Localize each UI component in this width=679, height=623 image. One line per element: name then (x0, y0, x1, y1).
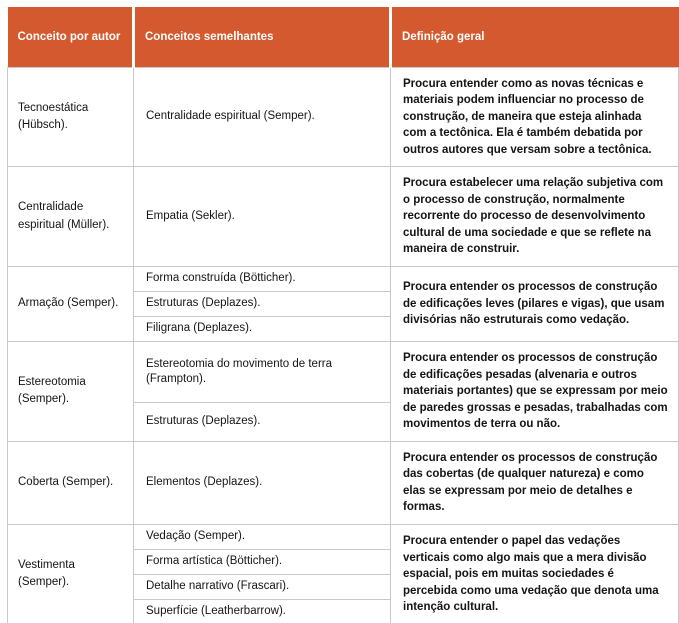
similar-concept-cell: Forma artística (Bötticher). (134, 549, 391, 574)
table-row (8, 266, 679, 291)
similar-concept-cell: Empatia (Sekler). (134, 167, 391, 267)
similar-concept-cell: Estereotomia do movimento de terra (Frampton). (134, 341, 391, 402)
definition-cell: Procura entender os processos de construção das cobertas (de qualquer natureza) e como elas se expressam por meio de detalhes e formas. (391, 441, 679, 524)
table-body (8, 67, 679, 623)
table-row (8, 441, 679, 524)
header-cell-similar-concepts: Conceitos semelhantes (134, 7, 391, 67)
definition-cell: Procura entender os processos de construção de edificações pesadas (alvenaria e outros materiais portantes) que se expressam por meio de paredes grossas e pesadas, trabalhadas com movimentos de terra ou não. (391, 341, 679, 441)
definition-cell: Procura entender o papel das vedações verticais como algo mais que a mera divisão espacial, pois em muitas sociedades é percebida como uma vedação que denota uma intenção cultural. (391, 524, 679, 623)
concept-cell: Armação (Semper). (8, 266, 134, 341)
header-cell-general-definition: Definição geral (391, 7, 679, 67)
similar-concept-cell: Filigrana (Deplazes). (134, 316, 391, 341)
similar-concept-cell: Superfície (Leatherbarrow). (134, 599, 391, 623)
concepts-table (7, 7, 679, 623)
table-row (8, 341, 679, 402)
concept-cell: Coberta (Semper). (8, 441, 134, 524)
concept-cell: Vestimenta (Semper). (8, 524, 134, 623)
table-header (8, 7, 679, 67)
header-cell-concept-author: Conceito por autor (8, 7, 134, 67)
definition-cell: Procura estabelecer uma relação subjetiva com o processo de construção, normalmente recorrente do processo de desenvolvimento cultural de uma sociedade e que se reflete na maneira de construir. (391, 167, 679, 267)
table-row (8, 67, 679, 167)
similar-concept-cell: Centralidade espiritual (Semper). (134, 67, 391, 167)
definition-cell: Procura entender como as novas técnicas e materiais podem influenciar no processo de construção, de maneira que esteja alinhada com a tectônica. Ela é também debatida por outros autores que versam sobre a tectônica. (391, 67, 679, 167)
similar-concept-cell: Elementos (Deplazes). (134, 441, 391, 524)
similar-concept-cell: Vedação (Semper). (134, 524, 391, 549)
definition-cell: Procura entender os processos de construção de edificações leves (pilares e vigas), que usam divisórias não estruturais como vedação. (391, 266, 679, 341)
table-row (8, 524, 679, 549)
table-header-row (8, 7, 679, 67)
table-row (8, 167, 679, 267)
concept-cell: Centralidade espiritual (Müller). (8, 167, 134, 267)
concept-cell: Tecnoestática (Hübsch). (8, 67, 134, 167)
similar-concept-cell: Estruturas (Deplazes). (134, 403, 391, 441)
similar-concept-cell: Detalhe narrativo (Frascari). (134, 574, 391, 599)
similar-concept-cell: Forma construída (Bötticher). (134, 266, 391, 291)
similar-concept-cell: Estruturas (Deplazes). (134, 291, 391, 316)
concept-cell: Estereotomia (Semper). (8, 341, 134, 441)
